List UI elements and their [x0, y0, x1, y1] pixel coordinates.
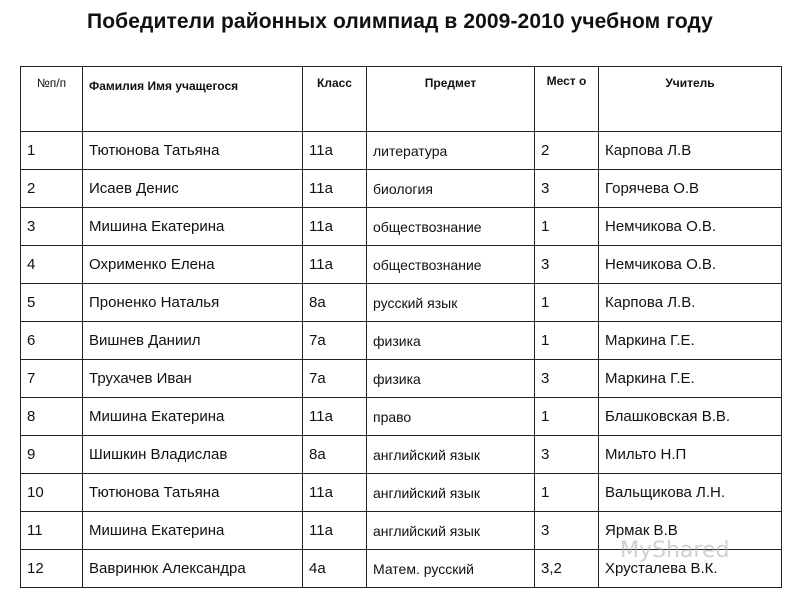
cell-class: 11а: [303, 246, 367, 284]
cell-name: Тютюнова Татьяна: [83, 132, 303, 170]
cell-name: Трухачев Иван: [83, 360, 303, 398]
cell-teacher: Горячева О.В: [599, 170, 782, 208]
cell-num: 2: [21, 170, 83, 208]
cell-teacher: Мильто Н.П: [599, 436, 782, 474]
cell-subject: русский язык: [367, 284, 535, 322]
cell-class: 11а: [303, 512, 367, 550]
cell-subject: право: [367, 398, 535, 436]
table-row: [21, 550, 782, 588]
cell-place: 3: [535, 170, 599, 208]
cell-place: 1: [535, 208, 599, 246]
cell-teacher: Маркина Г.Е.: [599, 360, 782, 398]
cell-subject: английский язык: [367, 436, 535, 474]
cell-class: 11а: [303, 170, 367, 208]
cell-subject: физика: [367, 360, 535, 398]
table-row: [21, 512, 782, 550]
watermark-logo: MyShared: [620, 538, 730, 563]
cell-num: 4: [21, 246, 83, 284]
cell-name: Тютюнова Татьяна: [83, 474, 303, 512]
cell-class: 11а: [303, 208, 367, 246]
table-row: [21, 132, 782, 170]
cell-place: 1: [535, 284, 599, 322]
cell-place: 3: [535, 436, 599, 474]
cell-num: 7: [21, 360, 83, 398]
cell-class: 7а: [303, 322, 367, 360]
cell-place: 3,2: [535, 550, 599, 588]
table-row: [21, 436, 782, 474]
table-row: [21, 246, 782, 284]
cell-subject: обществознание: [367, 208, 535, 246]
cell-subject: литература: [367, 132, 535, 170]
cell-subject: обществознание: [367, 246, 535, 284]
cell-place: 3: [535, 360, 599, 398]
cell-num: 1: [21, 132, 83, 170]
cell-place: 1: [535, 322, 599, 360]
cell-num: 10: [21, 474, 83, 512]
cell-place: 2: [535, 132, 599, 170]
cell-teacher: Карпова Л.В: [599, 132, 782, 170]
table-row: [21, 474, 782, 512]
cell-class: 4а: [303, 550, 367, 588]
cell-place: 3: [535, 246, 599, 284]
column-header-teacher: Учитель: [599, 67, 782, 132]
cell-name: Проненко Наталья: [83, 284, 303, 322]
cell-class: 11а: [303, 474, 367, 512]
cell-name: Мишина Екатерина: [83, 208, 303, 246]
page-title: Победители районных олимпиад в 2009-2010 учебном году: [87, 10, 713, 33]
cell-class: 11а: [303, 132, 367, 170]
cell-name: Охрименко Елена: [83, 246, 303, 284]
cell-teacher: Карпова Л.В.: [599, 284, 782, 322]
cell-subject: английский язык: [367, 512, 535, 550]
table-row: [21, 170, 782, 208]
cell-num: 12: [21, 550, 83, 588]
cell-subject: Матем. русский: [367, 550, 535, 588]
results-table: [20, 66, 782, 588]
cell-class: 11а: [303, 398, 367, 436]
cell-class: 8а: [303, 436, 367, 474]
table-row: [21, 360, 782, 398]
cell-num: 6: [21, 322, 83, 360]
cell-num: 9: [21, 436, 83, 474]
cell-num: 8: [21, 398, 83, 436]
cell-name: Мишина Екатерина: [83, 512, 303, 550]
cell-teacher: Хрусталева В.К.: [599, 550, 782, 588]
cell-num: 11: [21, 512, 83, 550]
cell-subject: физика: [367, 322, 535, 360]
cell-name: Исаев Денис: [83, 170, 303, 208]
cell-name: Вишнев Даниил: [83, 322, 303, 360]
cell-subject: английский язык: [367, 474, 535, 512]
cell-class: 8а: [303, 284, 367, 322]
cell-class: 7а: [303, 360, 367, 398]
cell-name: Мишина Екатерина: [83, 398, 303, 436]
cell-place: 1: [535, 398, 599, 436]
column-header-place: Мест о: [535, 67, 599, 132]
cell-place: 3: [535, 512, 599, 550]
column-header-num: №п/п: [21, 67, 83, 132]
cell-place: 1: [535, 474, 599, 512]
cell-teacher: Блашковская В.В.: [599, 398, 782, 436]
cell-teacher: Немчикова О.В.: [599, 208, 782, 246]
cell-num: 3: [21, 208, 83, 246]
table-row: [21, 322, 782, 360]
table-header-row: [21, 67, 782, 132]
cell-subject: биология: [367, 170, 535, 208]
cell-teacher: Вальщикова Л.Н.: [599, 474, 782, 512]
cell-name: Вавринюк Александра: [83, 550, 303, 588]
column-header-subject: Предмет: [367, 67, 535, 132]
cell-name: Шишкин Владислав: [83, 436, 303, 474]
table-row: [21, 208, 782, 246]
cell-teacher: Ярмак В.В: [599, 512, 782, 550]
column-header-name: Фамилия Имя учащегося: [83, 67, 303, 132]
cell-teacher: Маркина Г.Е.: [599, 322, 782, 360]
table-row: [21, 284, 782, 322]
cell-teacher: Немчикова О.В.: [599, 246, 782, 284]
table-row: [21, 398, 782, 436]
cell-num: 5: [21, 284, 83, 322]
column-header-class: Класс: [303, 67, 367, 132]
